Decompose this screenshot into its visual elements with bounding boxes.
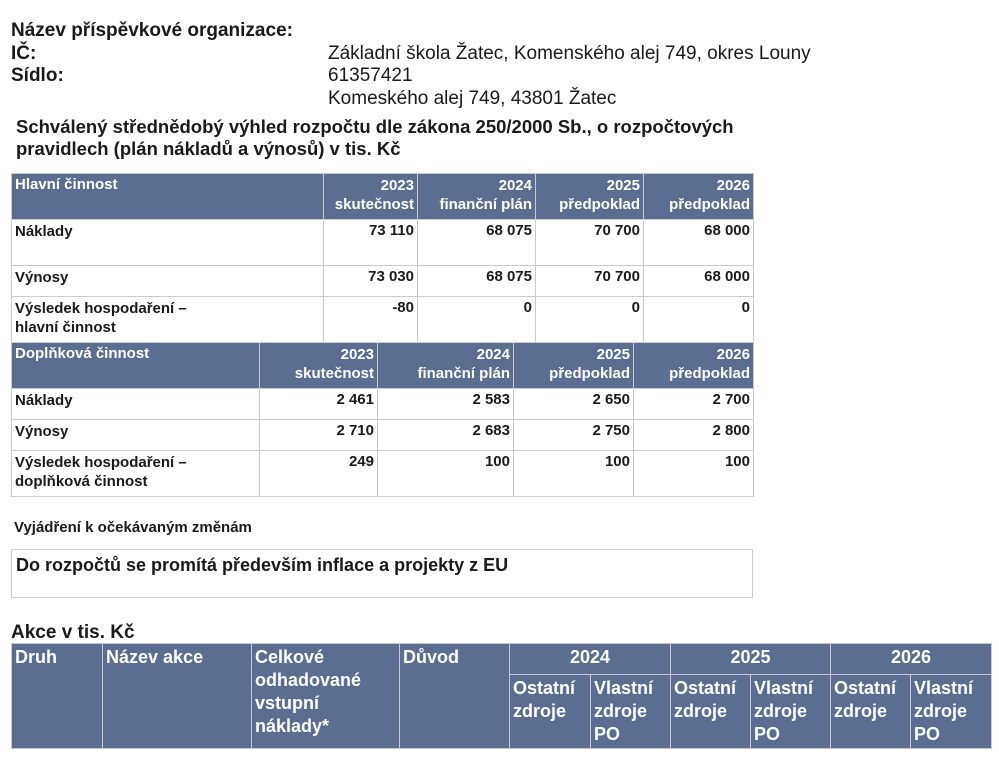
header-2023: 2023 skutečnost: [260, 343, 378, 389]
cell-value: 2 683: [378, 420, 514, 451]
header-ostatni-zdroje: Ostatní zdroje: [671, 675, 751, 749]
table-row: [12, 297, 754, 343]
cell-value: -80: [324, 297, 418, 343]
header-duvod: Důvod: [400, 644, 510, 749]
cell-value: 249: [260, 451, 378, 497]
row-label: Výsledek hospodaření – hlavní činnost: [12, 297, 324, 343]
cell-value: 0: [536, 297, 644, 343]
table-row: [12, 266, 754, 297]
table-header-row: [12, 343, 754, 389]
cell-value: 68 000: [644, 220, 754, 266]
org-name: Základní škola Žatec, Komenského alej 749, okres Louny: [328, 43, 811, 64]
row-label: Výnosy: [12, 420, 260, 451]
sidlo-label: Sídlo:: [11, 65, 64, 86]
header-2024: 2024 finanční plán: [378, 343, 514, 389]
cell-value: 0: [644, 297, 754, 343]
table-row: [12, 220, 754, 266]
table-row: [12, 420, 754, 451]
changes-text: Do rozpočtů se promítá především inflace a projekty z EU: [16, 555, 509, 575]
cell-value: 70 700: [536, 266, 644, 297]
cell-value: 2 710: [260, 420, 378, 451]
header-vlastni-zdroje: Vlastní zdroje PO: [591, 675, 671, 749]
header-celkove-naklady: Celkové odhadované vstupní náklady*: [252, 644, 400, 749]
header-vlastni-zdroje: Vlastní zdroje PO: [751, 675, 831, 749]
changes-box: [11, 549, 753, 598]
row-label: Výnosy: [12, 266, 324, 297]
header-2026: 2026 předpoklad: [634, 343, 754, 389]
header-year-2026: 2026: [831, 644, 992, 675]
main-activity-table: [11, 173, 754, 343]
header-nazev-akce: Název akce: [103, 644, 252, 749]
sidlo-value: Komeského alej 749, 43801 Žatec: [328, 88, 617, 109]
header-year-2024: 2024: [510, 644, 671, 675]
header-ostatni-zdroje: Ostatní zdroje: [831, 675, 911, 749]
cell-value: 100: [514, 451, 634, 497]
cell-value: 100: [378, 451, 514, 497]
cell-value: 2 750: [514, 420, 634, 451]
table-row: [12, 389, 754, 420]
org-label: Název příspěvkové organizace:: [11, 20, 293, 41]
cell-value: 70 700: [536, 220, 644, 266]
table-row: [12, 451, 754, 497]
cell-value: 2 700: [634, 389, 754, 420]
cell-value: 73 110: [324, 220, 418, 266]
header-2024: 2024 finanční plán: [418, 174, 536, 220]
header-ostatni-zdroje: Ostatní zdroje: [510, 675, 591, 749]
cell-value: 73 030: [324, 266, 418, 297]
cell-value: 100: [634, 451, 754, 497]
header-2025: 2025 předpoklad: [536, 174, 644, 220]
header-2025: 2025 předpoklad: [514, 343, 634, 389]
table-header-row: [12, 174, 754, 220]
cell-value: 68 075: [418, 220, 536, 266]
header-doplnkova-cinnost: Doplňková činnost: [12, 343, 260, 389]
changes-label: Vyjádření k očekávaným změnám: [14, 519, 252, 536]
cell-value: 2 800: [634, 420, 754, 451]
row-label: Náklady: [12, 389, 260, 420]
document-title-line-1: Schválený střednědobý výhled rozpočtu dle zákona 250/2000 Sb., o rozpočtových: [16, 116, 734, 137]
cell-value: 2 461: [260, 389, 378, 420]
header-2023: 2023 skutečnost: [324, 174, 418, 220]
cell-value: 2 650: [514, 389, 634, 420]
ic-label: IČ:: [11, 43, 37, 64]
header-druh: Druh: [12, 644, 103, 749]
table-header-row: [12, 644, 992, 675]
akce-table: [11, 643, 992, 749]
supplementary-activity-table: [11, 342, 754, 497]
header-vlastni-zdroje: Vlastní zdroje PO: [911, 675, 992, 749]
cell-value: 2 583: [378, 389, 514, 420]
row-label: Náklady: [12, 220, 324, 266]
ic-value: 61357421: [328, 65, 413, 86]
header-year-2025: 2025: [671, 644, 831, 675]
document-title-line-2: pravidlech (plán nákladů a výnosů) v tis. Kč: [16, 138, 401, 159]
cell-value: 68 000: [644, 266, 754, 297]
cell-value: 68 075: [418, 266, 536, 297]
cell-value: 0: [418, 297, 536, 343]
header-2026: 2026 předpoklad: [644, 174, 754, 220]
row-label: Výsledek hospodaření – doplňková činnost: [12, 451, 260, 497]
header-hlavni-cinnost: Hlavní činnost: [12, 174, 324, 220]
akce-title: Akce v tis. Kč: [11, 622, 135, 643]
